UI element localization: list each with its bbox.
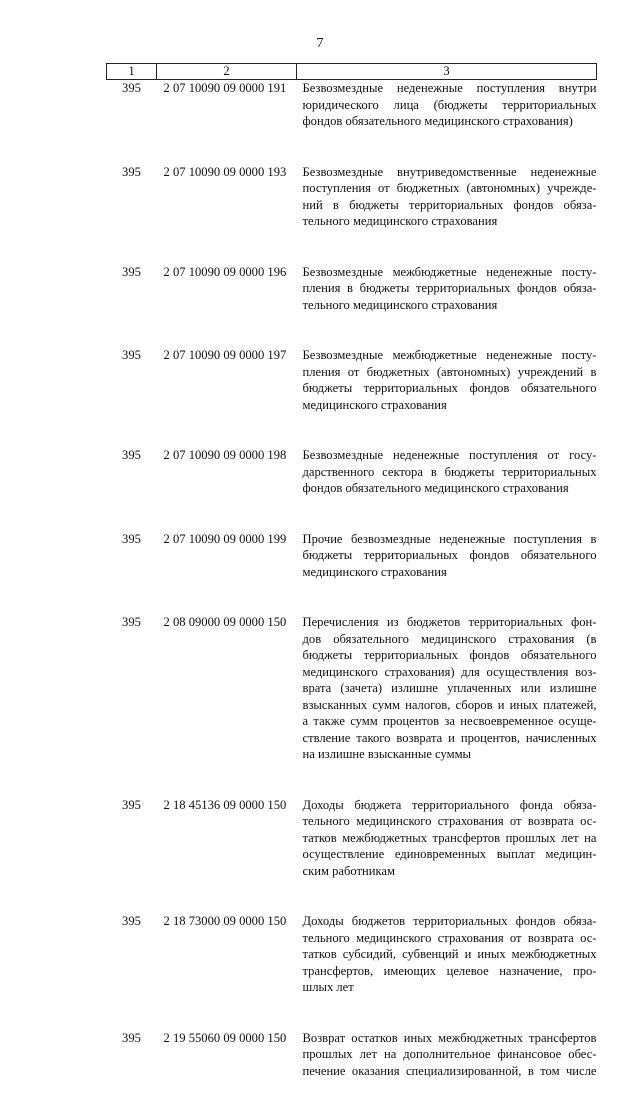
header-col-2: 2 xyxy=(157,64,297,80)
budget-code-cell: 2 07 10090 09 0000 199 xyxy=(157,531,297,615)
revenue-name-line: Безвозмездные межбюджетные неденежные посту- xyxy=(303,264,597,281)
admin-code-cell: 395 xyxy=(107,447,157,531)
revenue-name-line: шлых лет xyxy=(303,979,597,996)
header-col-1: 1 xyxy=(107,64,157,80)
revenue-name-line: юридического лица (бюджеты территориальных xyxy=(303,97,597,114)
revenue-name-line: Безвозмездные неденежные поступления от госу- xyxy=(303,447,597,464)
admin-code-cell: 395 xyxy=(107,80,157,164)
budget-code-cell: 2 07 10090 09 0000 196 xyxy=(157,264,297,348)
admin-code-cell: 395 xyxy=(107,164,157,264)
revenue-name-line: осуществление единовременных выплат медицин- xyxy=(303,846,597,863)
revenue-name-line: медицинского страхования xyxy=(303,397,597,414)
revenue-name-cell xyxy=(297,913,597,1030)
table-row xyxy=(107,164,597,264)
revenue-name-cell xyxy=(297,797,597,914)
revenue-name-line: тельного медицинского страхования xyxy=(303,213,597,230)
budget-code-cell: 2 19 55060 09 0000 150 xyxy=(157,1030,297,1113)
budget-code-cell: 2 07 10090 09 0000 191 xyxy=(157,80,297,164)
revenue-name-line: тельного медицинского страхования от возврата ос- xyxy=(303,813,597,830)
revenue-name-line: Перечисления из бюджетов территориальных фон- xyxy=(303,614,597,631)
revenue-name-line: прошлых лет на дополнительное финансовое обес- xyxy=(303,1046,597,1063)
revenue-name-line: Доходы бюджета территориального фонда обяза- xyxy=(303,797,597,814)
table-row xyxy=(107,531,597,615)
admin-code-cell: 395 xyxy=(107,531,157,615)
revenue-name-line: бюджеты территориальных фондов обязательного xyxy=(303,380,597,397)
admin-code-cell: 395 xyxy=(107,347,157,447)
revenue-name-cell xyxy=(297,347,597,447)
revenue-name-line: а также сумм процентов за несвоевременное осуще- xyxy=(303,713,597,730)
revenue-name-line: бюджеты территориальных фондов обязательного xyxy=(303,647,597,664)
revenue-name-cell xyxy=(297,1030,597,1113)
revenue-name-line: ским работникам xyxy=(303,863,597,880)
budget-code-cell: 2 08 09000 09 0000 150 xyxy=(157,614,297,797)
revenue-name-line: Доходы бюджетов территориальных фондов обяза- xyxy=(303,913,597,930)
page-number: 7 xyxy=(0,36,640,52)
revenue-name-line: тельного медицинского страхования от возврата ос- xyxy=(303,930,597,947)
revenue-name-cell xyxy=(297,164,597,264)
revenue-codes-table xyxy=(106,63,597,1113)
revenue-name-line: медицинского страхования) для осуществления воз- xyxy=(303,664,597,681)
admin-code-cell: 395 xyxy=(107,797,157,914)
revenue-name-cell xyxy=(297,614,597,797)
revenue-name-line: фондов обязательного медицинского страхования xyxy=(303,480,597,497)
revenue-name-cell xyxy=(297,447,597,531)
table-row xyxy=(107,447,597,531)
budget-code-cell: 2 07 10090 09 0000 197 xyxy=(157,347,297,447)
revenue-name-line: дарственного сектора в бюджеты территориальных xyxy=(303,464,597,481)
revenue-name-line: взысканных сумм налогов, сборов и иных платежей, xyxy=(303,697,597,714)
revenue-name-line: врата (зачета) излишне уплаченных или излишне xyxy=(303,680,597,697)
budget-code-cell: 2 18 45136 09 0000 150 xyxy=(157,797,297,914)
admin-code-cell: 395 xyxy=(107,614,157,797)
budget-code-cell: 2 07 10090 09 0000 193 xyxy=(157,164,297,264)
table-row xyxy=(107,1030,597,1113)
revenue-name-line: тельного медицинского страхования xyxy=(303,297,597,314)
admin-code-cell: 395 xyxy=(107,1030,157,1113)
table-row xyxy=(107,347,597,447)
revenue-name-line: Безвозмездные неденежные поступления внутри xyxy=(303,80,597,97)
revenue-name-line: Безвозмездные межбюджетные неденежные посту- xyxy=(303,347,597,364)
revenue-name-line: медицинского страхования xyxy=(303,564,597,581)
admin-code-cell: 395 xyxy=(107,264,157,348)
revenue-name-line: ний в бюджеты территориальных фондов обяза- xyxy=(303,197,597,214)
revenue-name-line: татков межбюджетных трансфертов прошлых лет на xyxy=(303,830,597,847)
table-body xyxy=(107,80,597,1113)
revenue-name-line: поступления от бюджетных (автономных) учрежде- xyxy=(303,180,597,197)
revenue-name-cell xyxy=(297,264,597,348)
table-row xyxy=(107,264,597,348)
revenue-name-line: ствление такого возврата и процентов, начисленных xyxy=(303,730,597,747)
revenue-name-line: печение оказания специализированной, в том числе xyxy=(303,1063,597,1080)
revenue-name-line: Прочие безвозмездные неденежные поступления в xyxy=(303,531,597,548)
revenue-name-line: пления в бюджеты территориальных фондов обяза- xyxy=(303,280,597,297)
revenue-name-line: пления от бюджетных (автономных) учреждений в xyxy=(303,364,597,381)
budget-code-cell: 2 18 73000 09 0000 150 xyxy=(157,913,297,1030)
admin-code-cell: 395 xyxy=(107,913,157,1030)
revenue-name-cell xyxy=(297,531,597,615)
budget-code-cell: 2 07 10090 09 0000 198 xyxy=(157,447,297,531)
revenue-name-line: татков субсидий, субвенций и иных межбюджетных xyxy=(303,946,597,963)
revenue-name-line: Безвозмездные внутриведомственные неденежные xyxy=(303,164,597,181)
header-col-3: 3 xyxy=(297,64,597,80)
revenue-name-line: дов обязательного медицинского страхования (в xyxy=(303,631,597,648)
revenue-name-line: Возврат остатков иных межбюджетных трансфертов xyxy=(303,1030,597,1047)
revenue-name-line: бюджеты территориальных фондов обязательного xyxy=(303,547,597,564)
table-row xyxy=(107,614,597,797)
table-row xyxy=(107,913,597,1030)
revenue-name-line: трансфертов, имеющих целевое назначение, про- xyxy=(303,963,597,980)
table-header-row xyxy=(107,64,597,80)
table-row xyxy=(107,797,597,914)
revenue-name-line: на излишне взысканные суммы xyxy=(303,746,597,763)
revenue-name-cell xyxy=(297,80,597,164)
revenue-name-line: фондов обязательного медицинского страхования) xyxy=(303,113,597,130)
table-row xyxy=(107,80,597,164)
